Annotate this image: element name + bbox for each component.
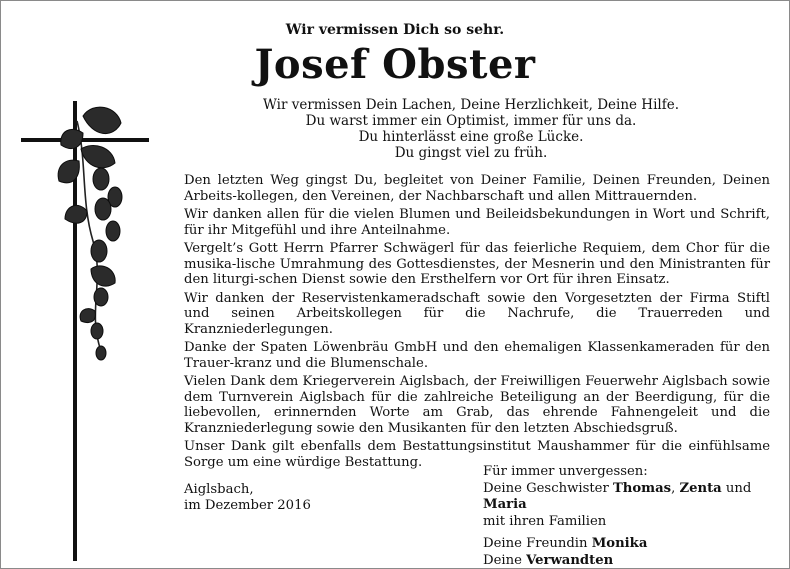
paragraph: Wir danken der Reservistenkameradschaft sowie den Vorgesetzten der Firma Stiftl und seinen Arbeitskollegen für die Nachrufe, die Trauerreden und Kranzniederlegungen. xyxy=(184,290,770,337)
paragraph: Unser Dank gilt ebenfalls dem Bestattungsinstitut Maushammer für die einfühlsame Sorge um eine würdige Bestattung. xyxy=(184,439,770,470)
thank-you-text xyxy=(184,173,770,473)
headline: Wir vermissen Dich so sehr. xyxy=(285,22,505,38)
signatories xyxy=(483,464,789,569)
relatives-prefix: Deine xyxy=(483,552,527,568)
relatives-name: Verwandten xyxy=(526,552,614,568)
paragraph: Vergelt’s Gott Herrn Pfarrer Schwägerl für das feierliche Requiem, dem Chor für die musika-lische Umrahmung des Gottesdienstes, der Mesnerin und den Ministranten für den liturgi-schen Dienst sowie den Ersthelfern vor Ort für ihren Einsatz. xyxy=(184,241,770,287)
date: im Dezember 2016 xyxy=(184,498,311,513)
sibling-name: Zenta xyxy=(679,480,722,496)
hop-vine-icon xyxy=(58,107,122,360)
sibling-name: Maria xyxy=(483,497,527,512)
cross-icon xyxy=(21,101,149,561)
friend-prefix: Deine Freundin xyxy=(483,536,592,551)
separator: und xyxy=(721,480,752,496)
relatives-line xyxy=(483,553,789,569)
poem xyxy=(191,97,751,161)
signature-intro: Für immer unvergessen: xyxy=(483,464,648,479)
sibling-name: Thomas xyxy=(612,480,672,496)
paragraph: Danke der Spaten Löwenbräu GmbH und den ehemaligen Klassenkameraden für den Trauer-kranz und die Blumenschale. xyxy=(184,340,770,371)
poem-line: Du warst immer ein Optimist, immer für uns da. xyxy=(305,113,637,129)
place-and-date xyxy=(184,482,311,514)
siblings-line xyxy=(483,481,789,514)
place: Aiglsbach, xyxy=(184,482,254,497)
siblings-prefix: Deine Geschwister xyxy=(483,480,613,496)
paragraph: Wir danken allen für die vielen Blumen und Beileidsbekundungen in Wort und Schrift, für ihr Mitgefühl und ihre Anteilnahme. xyxy=(184,207,770,238)
friend-line xyxy=(483,536,789,553)
paragraph: Vielen Dank dem Kriegerverein Aiglsbach, der Freiwilligen Feuerwehr Aiglsbach sowie dem Turnverein Aiglsbach für die zahlreiche Beteiligung an der Beerdigung, für die liebevollen, erinnernden Worte am Grab, das ehrende Fahnengeleit und die Kranzniederlegung sowie den Musikanten für den letzten Abschiedsgruß. xyxy=(184,374,770,436)
cross-with-hop-vine-icon xyxy=(21,101,156,561)
paragraph: Den letzten Weg gingst Du, begleitet von Deiner Familie, Deinen Freunden, Deinen Arbeits-kollegen, den Vereinen, der Nachbarschaft und allen Mittrauernden. xyxy=(184,173,770,204)
deceased-name: Josef Obster xyxy=(254,41,536,88)
families-line: mit ihren Familien xyxy=(483,513,607,529)
friend-name: Monika xyxy=(591,536,648,551)
poem-line: Du gingst viel zu früh. xyxy=(394,145,548,161)
poem-line: Wir vermissen Dein Lachen, Deine Herzlichkeit, Deine Hilfe. xyxy=(263,97,679,113)
poem-line: Du hinterlässt eine große Lücke. xyxy=(358,129,584,145)
separator: , xyxy=(671,480,680,496)
